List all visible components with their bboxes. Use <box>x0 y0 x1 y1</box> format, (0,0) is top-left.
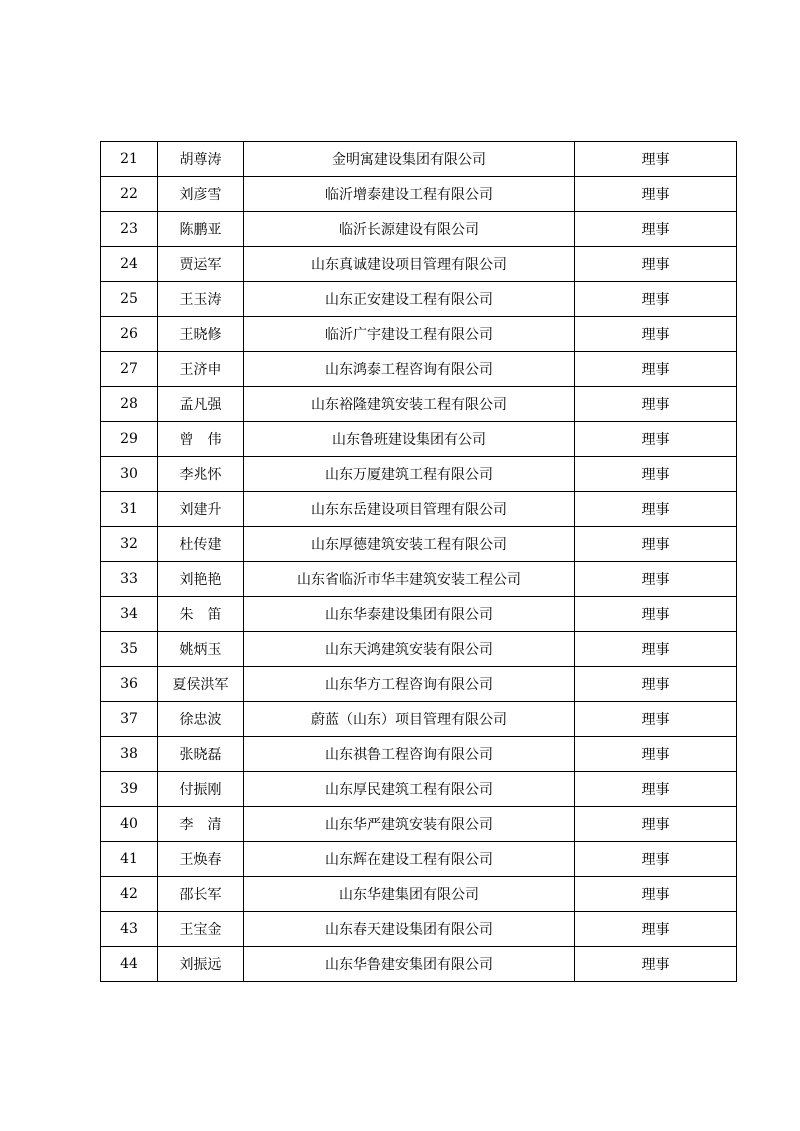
member-name-cell: 夏侯洪军 <box>158 667 244 702</box>
member-table-body <box>101 142 737 982</box>
table-row <box>101 387 737 422</box>
table-row <box>101 877 737 912</box>
role-cell: 理事 <box>575 597 737 632</box>
row-number-cell: 22 <box>101 177 158 212</box>
table-row <box>101 737 737 772</box>
member-name-cell: 曾 伟 <box>158 422 244 457</box>
table-row <box>101 492 737 527</box>
role-cell: 理事 <box>575 457 737 492</box>
organization-cell: 山东东岳建设项目管理有限公司 <box>244 492 575 527</box>
role-cell: 理事 <box>575 527 737 562</box>
row-number-cell: 24 <box>101 247 158 282</box>
organization-cell: 临沂广宇建设工程有限公司 <box>244 317 575 352</box>
role-cell: 理事 <box>575 422 737 457</box>
role-cell: 理事 <box>575 807 737 842</box>
row-number-cell: 41 <box>101 842 158 877</box>
organization-cell: 山东鲁班建设集团有公司 <box>244 422 575 457</box>
member-name-cell: 徐忠波 <box>158 702 244 737</box>
row-number-cell: 27 <box>101 352 158 387</box>
table-row <box>101 317 737 352</box>
organization-cell: 山东万厦建筑工程有限公司 <box>244 457 575 492</box>
row-number-cell: 43 <box>101 912 158 947</box>
organization-cell: 山东祺鲁工程咨询有限公司 <box>244 737 575 772</box>
table-row <box>101 282 737 317</box>
member-name-cell: 李 清 <box>158 807 244 842</box>
member-name-cell: 朱 笛 <box>158 597 244 632</box>
organization-cell: 山东天鸿建筑安装有限公司 <box>244 632 575 667</box>
organization-cell: 山东裕隆建筑安装工程有限公司 <box>244 387 575 422</box>
role-cell: 理事 <box>575 352 737 387</box>
table-row <box>101 772 737 807</box>
member-name-cell: 胡尊涛 <box>158 142 244 177</box>
table-row <box>101 807 737 842</box>
member-name-cell: 贾运军 <box>158 247 244 282</box>
table-row <box>101 632 737 667</box>
member-name-cell: 王焕春 <box>158 842 244 877</box>
table-row <box>101 912 737 947</box>
member-name-cell: 孟凡强 <box>158 387 244 422</box>
member-name-cell: 刘彦雪 <box>158 177 244 212</box>
organization-cell: 山东春天建设集团有限公司 <box>244 912 575 947</box>
role-cell: 理事 <box>575 772 737 807</box>
member-name-cell: 王济申 <box>158 352 244 387</box>
row-number-cell: 34 <box>101 597 158 632</box>
row-number-cell: 25 <box>101 282 158 317</box>
organization-cell: 山东华鲁建安集团有限公司 <box>244 947 575 982</box>
row-number-cell: 35 <box>101 632 158 667</box>
role-cell: 理事 <box>575 492 737 527</box>
role-cell: 理事 <box>575 702 737 737</box>
organization-cell: 山东厚民建筑工程有限公司 <box>244 772 575 807</box>
table-row <box>101 667 737 702</box>
row-number-cell: 29 <box>101 422 158 457</box>
organization-cell: 山东真诚建设项目管理有限公司 <box>244 247 575 282</box>
table-row <box>101 842 737 877</box>
row-number-cell: 33 <box>101 562 158 597</box>
organization-cell: 临沂增泰建设工程有限公司 <box>244 177 575 212</box>
role-cell: 理事 <box>575 632 737 667</box>
member-table <box>100 141 737 982</box>
member-name-cell: 张晓磊 <box>158 737 244 772</box>
member-name-cell: 王晓修 <box>158 317 244 352</box>
member-name-cell: 杜传建 <box>158 527 244 562</box>
role-cell: 理事 <box>575 912 737 947</box>
role-cell: 理事 <box>575 842 737 877</box>
row-number-cell: 21 <box>101 142 158 177</box>
organization-cell: 山东华建集团有限公司 <box>244 877 575 912</box>
row-number-cell: 36 <box>101 667 158 702</box>
member-name-cell: 李兆怀 <box>158 457 244 492</box>
role-cell: 理事 <box>575 387 737 422</box>
member-name-cell: 邵长军 <box>158 877 244 912</box>
organization-cell: 山东正安建设工程有限公司 <box>244 282 575 317</box>
organization-cell: 临沂长源建设有限公司 <box>244 212 575 247</box>
role-cell: 理事 <box>575 247 737 282</box>
role-cell: 理事 <box>575 282 737 317</box>
table-row <box>101 422 737 457</box>
member-name-cell: 陈鹏亚 <box>158 212 244 247</box>
row-number-cell: 38 <box>101 737 158 772</box>
organization-cell: 山东华方工程咨询有限公司 <box>244 667 575 702</box>
role-cell: 理事 <box>575 212 737 247</box>
role-cell: 理事 <box>575 737 737 772</box>
row-number-cell: 44 <box>101 947 158 982</box>
row-number-cell: 37 <box>101 702 158 737</box>
organization-cell: 山东华泰建设集团有限公司 <box>244 597 575 632</box>
table-row <box>101 947 737 982</box>
member-name-cell: 刘振远 <box>158 947 244 982</box>
role-cell: 理事 <box>575 177 737 212</box>
organization-cell: 山东鸿泰工程咨询有限公司 <box>244 352 575 387</box>
role-cell: 理事 <box>575 142 737 177</box>
member-name-cell: 王宝金 <box>158 912 244 947</box>
table-row <box>101 597 737 632</box>
organization-cell: 金明寓建设集团有限公司 <box>244 142 575 177</box>
row-number-cell: 31 <box>101 492 158 527</box>
table-row <box>101 457 737 492</box>
role-cell: 理事 <box>575 947 737 982</box>
table-row <box>101 352 737 387</box>
row-number-cell: 39 <box>101 772 158 807</box>
table-row <box>101 177 737 212</box>
member-name-cell: 王玉涛 <box>158 282 244 317</box>
row-number-cell: 30 <box>101 457 158 492</box>
row-number-cell: 32 <box>101 527 158 562</box>
table-row <box>101 247 737 282</box>
table-row <box>101 527 737 562</box>
row-number-cell: 40 <box>101 807 158 842</box>
role-cell: 理事 <box>575 317 737 352</box>
member-name-cell: 刘建升 <box>158 492 244 527</box>
row-number-cell: 23 <box>101 212 158 247</box>
row-number-cell: 28 <box>101 387 158 422</box>
table-row <box>101 142 737 177</box>
member-name-cell: 付振刚 <box>158 772 244 807</box>
row-number-cell: 26 <box>101 317 158 352</box>
organization-cell: 蔚蓝（山东）项目管理有限公司 <box>244 702 575 737</box>
role-cell: 理事 <box>575 667 737 702</box>
member-name-cell: 刘艳艳 <box>158 562 244 597</box>
organization-cell: 山东辉在建设工程有限公司 <box>244 842 575 877</box>
role-cell: 理事 <box>575 877 737 912</box>
table-row <box>101 212 737 247</box>
organization-cell: 山东华严建筑安装有限公司 <box>244 807 575 842</box>
member-name-cell: 姚炳玉 <box>158 632 244 667</box>
organization-cell: 山东厚德建筑安装工程有限公司 <box>244 527 575 562</box>
table-row <box>101 702 737 737</box>
role-cell: 理事 <box>575 562 737 597</box>
organization-cell: 山东省临沂市华丰建筑安装工程公司 <box>244 562 575 597</box>
row-number-cell: 42 <box>101 877 158 912</box>
table-row <box>101 562 737 597</box>
